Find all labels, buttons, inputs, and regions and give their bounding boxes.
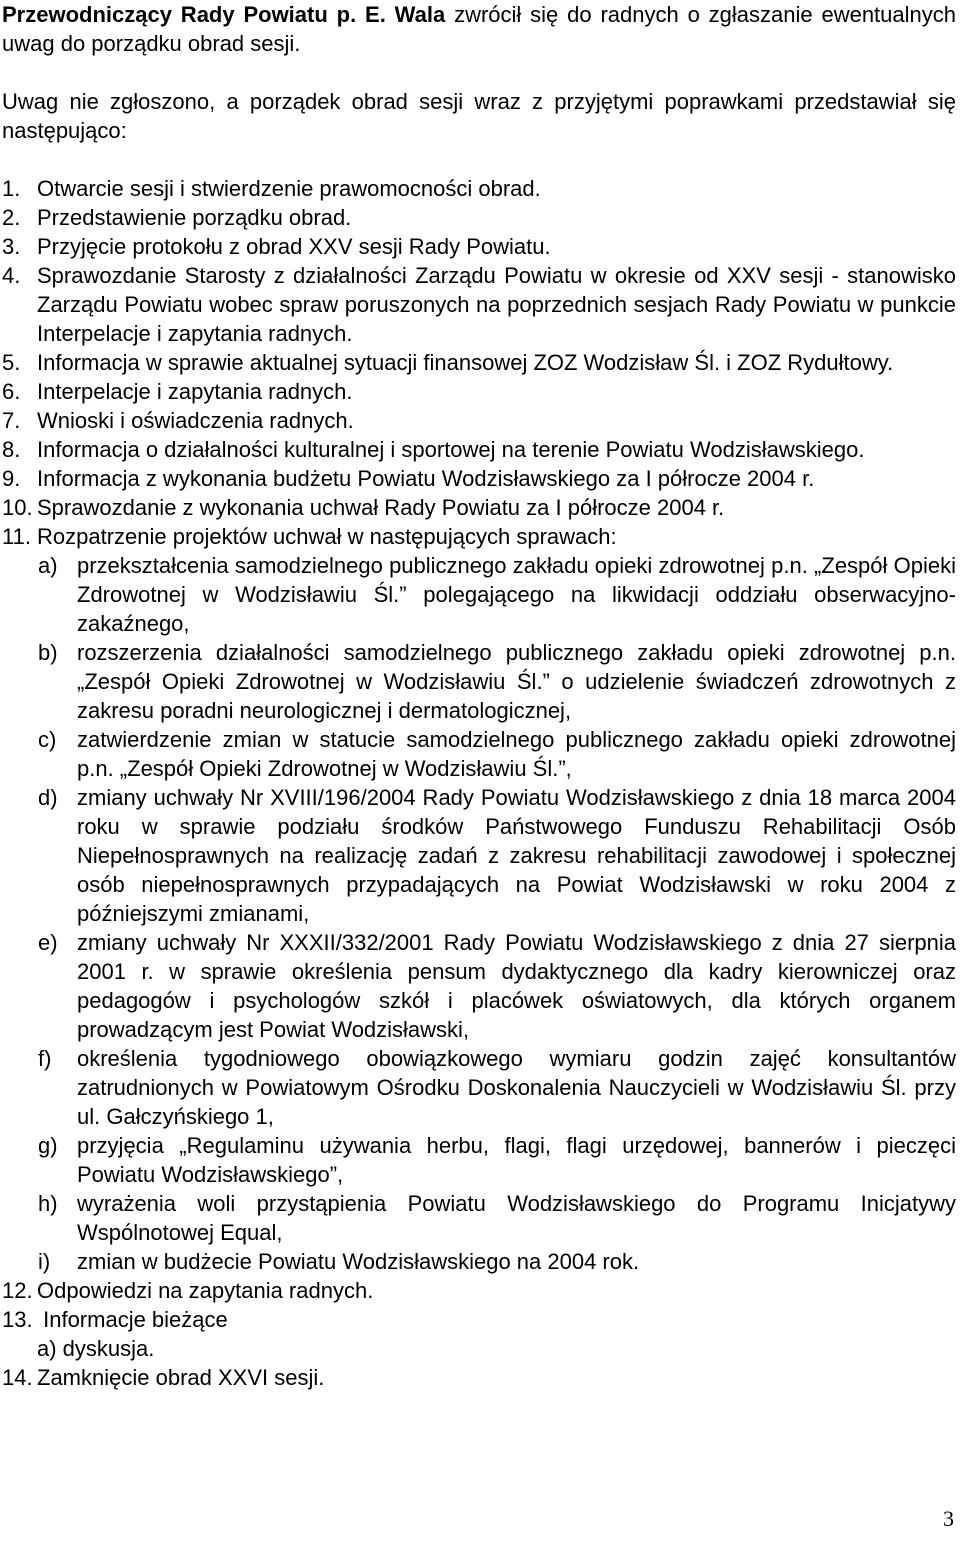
page-number: 3: [943, 1506, 954, 1531]
agenda-item: [2, 1363, 956, 1392]
agenda-text: Informacja z wykonania budżetu Powiatu Wodzisławskiego za I półrocze 2004 r.: [37, 466, 815, 491]
agenda-number: 7.: [2, 408, 21, 433]
resolution-label: d): [38, 785, 58, 810]
resolution-text: zatwierdzenie zmian w statucie samodzielnego publicznego zakładu opieki zdrowotnej p.n. „Zespół Opieki Zdrowotnej w Wodzisławiu Śl.”,: [77, 727, 956, 781]
agenda-text: Przyjęcie protokołu z obrad XXV sesji Rady Powiatu.: [37, 234, 551, 259]
agenda-number: 1.: [2, 176, 21, 201]
resolution-text: przekształcenia samodzielnego publicznego zakładu opieki zdrowotnej p.n. „Zespół Opieki Zdrowotnej w Wodzisławiu Śl.” polegającego na likwidacji oddziału obserwacyjno-zakaźnego,: [77, 553, 956, 636]
agenda-item: [2, 348, 956, 377]
resolution-item: [38, 725, 956, 783]
agenda-item: [2, 203, 956, 232]
agenda-text: Informacje bieżące: [37, 1307, 228, 1332]
agenda-text: Otwarcie sesji i stwierdzenie prawomocności obrad.: [37, 176, 541, 201]
resolution-item: [38, 1189, 956, 1247]
agenda-item: [2, 174, 956, 203]
resolution-label: a): [38, 553, 58, 578]
agenda-item: [2, 1276, 956, 1305]
resolution-label: e): [38, 930, 58, 955]
agenda-text: Interpelacje i zapytania radnych.: [37, 379, 353, 404]
resolution-text: określenia tygodniowego obowiązkowego wymiaru godzin zajęć konsultantów zatrudnionych w Powiatowym Ośrodku Doskonalenia Nauczycieli w Wodzisławiu Śl. przy ul. Gałczyńskiego 1,: [77, 1046, 956, 1129]
order-intro-paragraph: Uwag nie zgłoszono, a porządek obrad sesji wraz z przyjętymi poprawkami przedstawiał się następująco:: [2, 89, 956, 143]
agenda-item: [2, 493, 956, 522]
agenda-number: 11.: [2, 524, 31, 549]
resolution-label: f): [38, 1046, 52, 1071]
resolution-label: b): [38, 640, 58, 665]
resolution-text: zmiany uchwały Nr XVIII/196/2004 Rady Powiatu Wodzisławskiego z dnia 18 marca 2004 roku w sprawie podziału środków Państwowego Funduszu Rehabilitacji Osób Niepełnosprawnych na realizację zadań z zakresu rehabilitacji zawodowej i społecznej osób niepełnosprawnych przypadających na Powiat Wodzisławski w roku 2004 z późniejszymi zmianami,: [77, 785, 956, 926]
resolution-sublist: [2, 551, 956, 1276]
agenda-number: 12.: [2, 1278, 33, 1303]
intro-paragraph: [2, 0, 956, 58]
agenda-item: [2, 522, 956, 551]
resolution-item: [38, 551, 956, 638]
resolution-item: [38, 783, 956, 928]
agenda-number: 3.: [2, 234, 21, 259]
agenda-list-final: [2, 1363, 956, 1392]
agenda-list: [2, 174, 956, 551]
resolution-label: h): [38, 1191, 58, 1216]
agenda-text: Rozpatrzenie projektów uchwał w następujących sprawach:: [37, 524, 617, 549]
agenda-number: 14.: [2, 1365, 33, 1390]
agenda-text: Informacja w sprawie aktualnej sytuacji finansowej ZOZ Wodzisław Śl. i ZOZ Rydułtowy.: [37, 350, 894, 375]
resolution-item: [38, 1044, 956, 1131]
agenda-number: 9.: [2, 466, 21, 491]
intro-rest: zwrócił się do radnych o zgłaszanie ewentualnych uwag do porządku obrad sesji.: [2, 2, 956, 56]
agenda-number: 6.: [2, 379, 21, 404]
agenda-item: [2, 232, 956, 261]
resolution-text: zmiany uchwały Nr XXXII/332/2001 Rady Powiatu Wodzisławskiego z dnia 27 sierpnia 2001 r. w sprawie określenia pensum dydaktycznego dla kadry kierowniczej oraz pedagogów i psychologów szkół i placówek oświatowych, dla których organem prowadzącym jest Powiat Wodzisławski,: [77, 930, 956, 1042]
agenda-item: [2, 261, 956, 348]
agenda-number: 8.: [2, 437, 21, 462]
resolution-text: zmian w budżecie Powiatu Wodzisławskiego na 2004 rok.: [77, 1249, 640, 1274]
resolution-label: i): [38, 1249, 51, 1274]
resolution-item: [38, 1131, 956, 1189]
agenda-number: 5.: [2, 350, 21, 375]
resolution-item: [38, 638, 956, 725]
agenda-text: Informacja o działalności kulturalnej i sportowej na terenie Powiatu Wodzisławskiego.: [37, 437, 865, 462]
agenda-item: [2, 464, 956, 493]
item13-subitem: a) dyskusja.: [37, 1336, 155, 1361]
chairman-name: Przewodniczący Rady Powiatu p. E. Wala: [2, 2, 446, 27]
agenda-text: Sprawozdanie Starosty z działalności Zarządu Powiatu w okresie od XXV sesji - stanowisko Zarządu Powiatu wobec spraw poruszonych na poprzednich sesjach Rady Powiatu w punkcie Interpelacje i zapytania radnych.: [37, 263, 956, 346]
agenda-list-continued: [2, 1276, 956, 1334]
resolution-label: g): [38, 1133, 58, 1158]
agenda-item: [2, 377, 956, 406]
agenda-number: 10.: [2, 495, 33, 520]
agenda-text: Przedstawienie porządku obrad.: [37, 205, 352, 230]
agenda-item: [2, 406, 956, 435]
resolution-text: rozszerzenia działalności samodzielnego publicznego zakładu opieki zdrowotnej p.n. „Zespół Opieki Zdrowotnej w Wodzisławiu Śl.” o udzielenie świadczeń zdrowotnych z zakresu poradni neurologicznej i dermatologicznej,: [77, 640, 956, 723]
agenda-number: 2.: [2, 205, 21, 230]
resolution-item: [38, 1247, 956, 1276]
agenda-number: 4.: [2, 263, 21, 288]
resolution-text: wyrażenia woli przystąpienia Powiatu Wodzisławskiego do Programu Inicjatywy Wspólnotowej Equal,: [77, 1191, 956, 1245]
resolution-label: c): [38, 727, 57, 752]
resolution-text: przyjęcia „Regulaminu używania herbu, flagi, flagi urzędowej, bannerów i pieczęci Powiatu Wodzisławskiego”,: [77, 1133, 956, 1187]
agenda-number: 13.: [2, 1307, 33, 1332]
resolution-item: [38, 928, 956, 1044]
agenda-text: Odpowiedzi na zapytania radnych.: [37, 1278, 374, 1303]
agenda-item: [2, 435, 956, 464]
agenda-text: Zamknięcie obrad XXVI sesji.: [37, 1365, 325, 1390]
agenda-text: Wnioski i oświadczenia radnych.: [37, 408, 354, 433]
agenda-text: Sprawozdanie z wykonania uchwał Rady Powiatu za I półrocze 2004 r.: [37, 495, 725, 520]
agenda-item: [2, 1305, 956, 1334]
